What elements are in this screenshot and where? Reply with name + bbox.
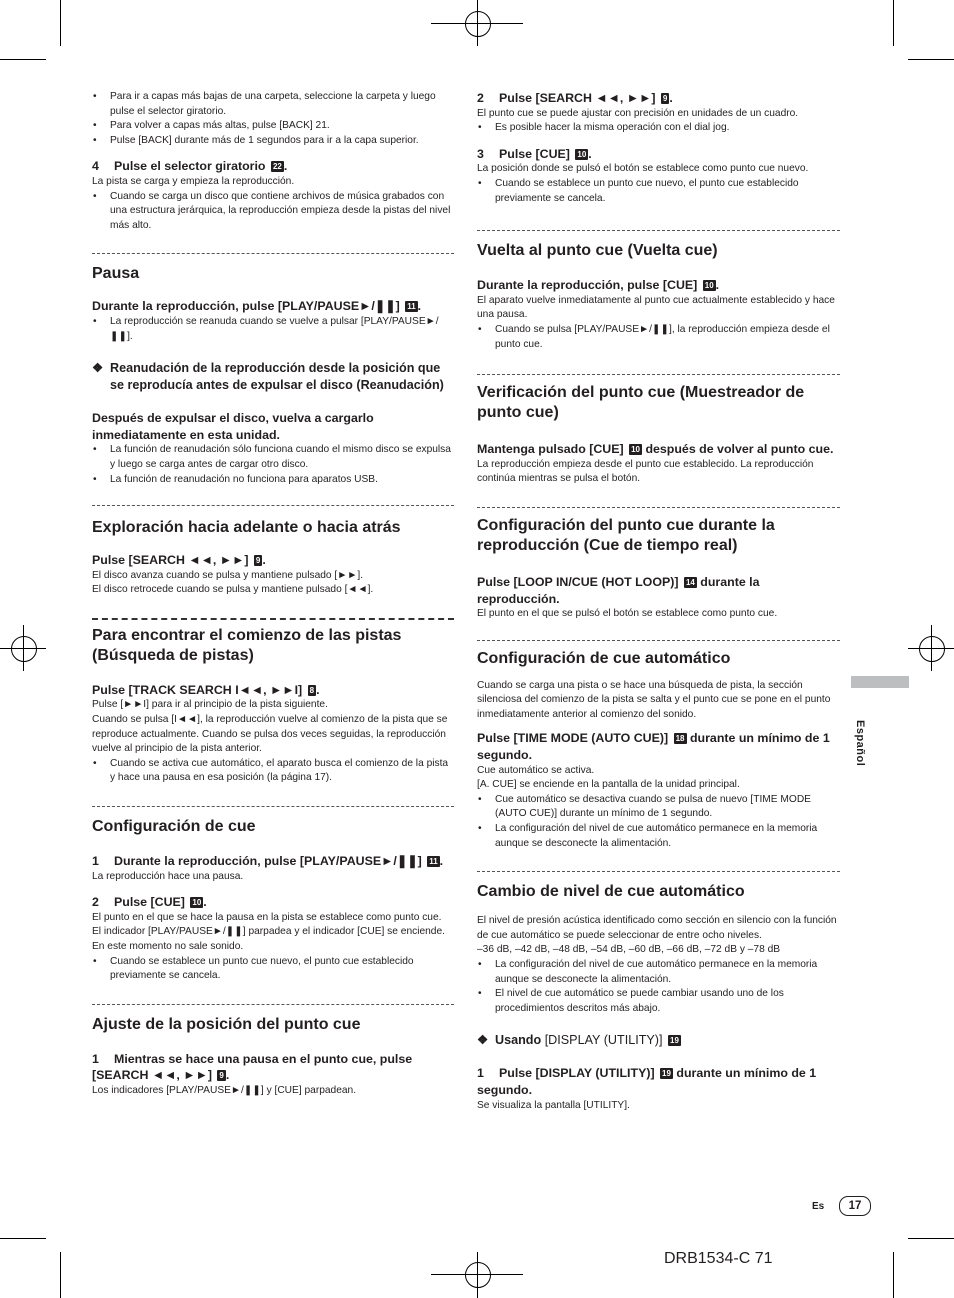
list-item: • Cuando se carga un disco que contiene archivos de música grabados con una estructura jerárquica, la reproducción empieza desde la pistas del nivel más alto. xyxy=(92,190,454,234)
list-item: • Para ir a capas más bajas de una carpeta, seleccione la carpeta y luego pulse el selector giratorio. xyxy=(92,90,454,119)
desc-line: El punto en el que se hace la pausa en la pista se establece como punto cue. xyxy=(92,911,442,923)
crop-mark xyxy=(60,1252,61,1298)
instruction: Mantenga pulsado [CUE] 10 después de volver al punto cue. xyxy=(477,442,834,457)
crop-mark xyxy=(908,1238,954,1239)
callout-badge: 18 xyxy=(675,734,685,744)
list-item: • Cue automático se desactiva cuando se pulsa de nuevo [TIME MODE (AUTO CUE)] durante un mínimo de 1 segundo. xyxy=(477,793,840,822)
instruction: Pulse [TRACK SEARCH I◄◄, ►►I] 8 . xyxy=(92,682,320,697)
step-desc: Los indicadores [PLAY/PAUSE►/❚❚] y [CUE] parpadean. xyxy=(92,1084,357,1096)
language-code: Es xyxy=(812,1201,825,1212)
callout-badge: 11 xyxy=(407,302,416,312)
callout-badge: 9 xyxy=(255,556,261,566)
registration-mark xyxy=(919,636,945,662)
crop-mark xyxy=(908,59,954,60)
right-column xyxy=(477,90,840,1113)
section-title-tiempo-real: Configuración del punto cue durante la reproducción (Cue de tiempo real) xyxy=(477,516,775,554)
callout-badge: 10 xyxy=(192,898,202,908)
list-item: • La configuración del nivel de cue automático permanece en la memoria aunque se desconecte la alimentación. xyxy=(477,958,840,987)
diamond-icon: ❖ xyxy=(92,361,104,376)
page-number: 17 xyxy=(839,1196,871,1216)
instruction: Durante la reproducción, pulse [CUE] 10 . xyxy=(477,278,720,293)
desc-line: La reproducción empieza desde el punto cue establecido. La reproducción continúa mientras se pulsa el botón. xyxy=(477,458,814,485)
instruction: Durante la reproducción, pulse [PLAY/PAUSE►/❚❚] 11 . xyxy=(92,299,422,314)
intro-block xyxy=(92,90,454,148)
crop-mark xyxy=(893,0,894,46)
document-code: DRB1534-C 71 xyxy=(664,1250,773,1267)
section-title-verificacion: Verificación del punto cue (Muestreador de punto cue) xyxy=(477,384,805,422)
step-desc: El punto cue se puede ajustar con precisión en unidades de un cuadro. xyxy=(477,107,799,119)
section-title-config-cue: Configuración de cue xyxy=(92,818,256,836)
list-item: • La función de reanudación sólo funciona cuando el mismo disco se expulsa y luego se carga antes de cargar otro disco. xyxy=(92,443,454,472)
language-tab-label: Español xyxy=(854,720,866,767)
callout-badge: 10 xyxy=(631,445,640,455)
instruction: Pulse [LOOP IN/CUE (HOT LOOP)] 14 durante la reproducción. xyxy=(477,574,760,606)
callout-badge: 10 xyxy=(577,149,587,159)
registration-mark xyxy=(465,11,491,37)
list-item: • Cuando se activa cue automático, el aparato busca el comienzo de la pista y hace una pausa en esa posición (la página 17). xyxy=(92,757,454,786)
callout-badge: 19 xyxy=(662,1069,671,1079)
callout-badge: 10 xyxy=(704,281,714,291)
callout-badge: 14 xyxy=(685,577,695,587)
list-item: • Es posible hacer la misma operación con el dial jog. xyxy=(477,121,840,136)
levels-line: –36 dB, –42 dB, –48 dB, –54 dB, –60 dB, –66 dB, –72 dB y –78 dB xyxy=(477,944,781,956)
step-desc: La reproducción hace una pausa. xyxy=(92,870,244,882)
desc-line: Cuando se pulsa [I◄◄], la reproducción vuelve al comienzo de la pista que se reproduce actualmente. Cuando se pulsa dos veces seguidas, la reproducción vuelve al principio de la pista anterior. xyxy=(92,714,448,755)
crop-mark xyxy=(60,0,61,46)
section-title-ajuste: Ajuste de la posición del punto cue xyxy=(92,1015,361,1033)
language-tab xyxy=(851,676,909,688)
list-item: • El nivel de cue automático se puede cambiar usando uno de los procedimientos descritos más abajo. xyxy=(477,987,840,1016)
callout-badge: 9 xyxy=(219,1071,224,1081)
crop-mark xyxy=(0,59,46,60)
left-column xyxy=(92,90,454,1099)
desc-line: El nivel de presión acústica identificado como sección en silencio con la función de cue automático se puede seleccionar de entre ocho niveles. xyxy=(477,915,837,941)
registration-mark xyxy=(465,1262,491,1288)
list-item: • La configuración del nivel de cue automático permanece en la memoria aunque se desconecte la alimentación. xyxy=(477,822,840,851)
step-3: 3 Pulse [CUE] 10 . xyxy=(477,146,592,161)
diamond-icon: ❖ xyxy=(477,1033,489,1048)
desc-line: Pulse [►►I] para ir al principio de la pista siguiente. xyxy=(92,699,328,711)
callout-badge: 9 xyxy=(662,94,668,103)
registration-mark xyxy=(11,636,37,662)
subsection-title: ❖ Reanudación de la reproducción desde la posición que se reproducía antes de expulsar el disco (Reanudación) xyxy=(92,361,444,393)
desc-line: El indicador [PLAY/PAUSE►/❚❚] parpadea y el indicador [CUE] se enciende. En este momento no sale sonido. xyxy=(92,926,445,952)
list-item: • La reproducción se reanuda cuando se vuelve a pulsar [PLAY/PAUSE►/❚❚]. xyxy=(92,315,454,344)
section-title-nivel: Cambio de nivel de cue automático xyxy=(477,883,745,901)
callout-badge: 22 xyxy=(272,162,282,172)
instruction: Pulse [TIME MODE (AUTO CUE)] 18 durante un mínimo de 1 segundo. xyxy=(477,731,830,763)
step-desc: La pista se carga y empieza la reproducción. xyxy=(92,175,295,187)
desc-line: Cue automático se activa. xyxy=(477,764,595,776)
list-item: • Pulse [BACK] durante más de 1 segundos para ir a la capa superior. xyxy=(92,134,454,149)
callout-badge: 8 xyxy=(309,685,315,695)
step-desc: Se visualiza la pantalla [UTILITY]. xyxy=(477,1099,630,1111)
instruction: Después de expulsar el disco, vuelva a cargarlo inmediatamente en esta unidad. xyxy=(92,411,374,442)
list-item: • Para volver a capas más altas, pulse [BACK] 21. xyxy=(92,119,454,134)
desc-line: El aparato vuelve inmediatamente al punto cue actualmente establecido y hace una pausa. xyxy=(477,294,835,321)
section-title-busqueda: Para encontrar el comienzo de las pistas (Búsqueda de pistas) xyxy=(92,626,402,664)
subsection-title: ❖ Usando [DISPLAY (UTILITY)] 19 xyxy=(477,1033,679,1048)
crop-mark xyxy=(893,1252,894,1298)
section-title-exploracion: Exploración hacia adelante o hacia atrás xyxy=(92,519,401,537)
desc-line: [A. CUE] se enciende en la pantalla de la unidad principal. xyxy=(477,779,740,791)
step-2: 2 Pulse [SEARCH ◄◄, ►►] 9 . xyxy=(477,91,673,105)
callout-badge: 11 xyxy=(429,857,438,867)
list-item: • Cuando se establece un punto cue nuevo, el punto cue establecido previamente se cancela. xyxy=(477,177,840,206)
step-4: 4 Pulse el selector giratorio 22 . xyxy=(92,159,288,174)
section-title-automatico: Configuración de cue automático xyxy=(477,649,731,667)
step-2: 2 Pulse [CUE] 10 . xyxy=(92,895,207,910)
desc-line: El punto en el que se pulsó el botón se establece como punto cue. xyxy=(477,608,778,620)
crop-mark xyxy=(0,1238,46,1239)
desc-line: El disco avanza cuando se pulsa y mantiene pulsado [►►]. xyxy=(92,569,364,581)
desc-line: El disco retrocede cuando se pulsa y mantiene pulsado [◄◄]. xyxy=(92,584,374,596)
instruction: Pulse [SEARCH ◄◄, ►►] 9 . xyxy=(92,553,266,568)
section-title-vuelta: Vuelta al punto cue (Vuelta cue) xyxy=(477,242,718,260)
step-1: 1 Mientras se hace una pausa en el punto cue, pulse [SEARCH ◄◄, ►►] 9 . xyxy=(92,1051,413,1083)
list-item: • Cuando se pulsa [PLAY/PAUSE►/❚❚], la reproducción empieza desde el punto cue. xyxy=(477,323,840,352)
section-title-pausa: Pausa xyxy=(92,265,140,283)
list-item: • Cuando se establece un punto cue nuevo, el punto cue establecido previamente se cancela. xyxy=(92,955,454,984)
step-desc: La posición donde se pulsó el botón se establece como punto cue nuevo. xyxy=(477,163,809,175)
callout-badge: 19 xyxy=(670,1036,679,1046)
list-item: • La función de reanudación no funciona para aparatos USB. xyxy=(92,473,454,488)
desc-line: Cuando se carga una pista o se hace una búsqueda de pista, la sección silenciosa del comienzo de la pista se salta y el punto cue se pone en el punto inmediatamente anterior al comienzo del sonido. xyxy=(477,679,831,720)
step-1: 1 Pulse [DISPLAY (UTILITY)] 19 durante un mínimo de 1 segundo. xyxy=(477,1066,817,1097)
step-1: 1 Durante la reproducción, pulse [PLAY/PAUSE►/❚❚] 11 . xyxy=(92,854,444,869)
